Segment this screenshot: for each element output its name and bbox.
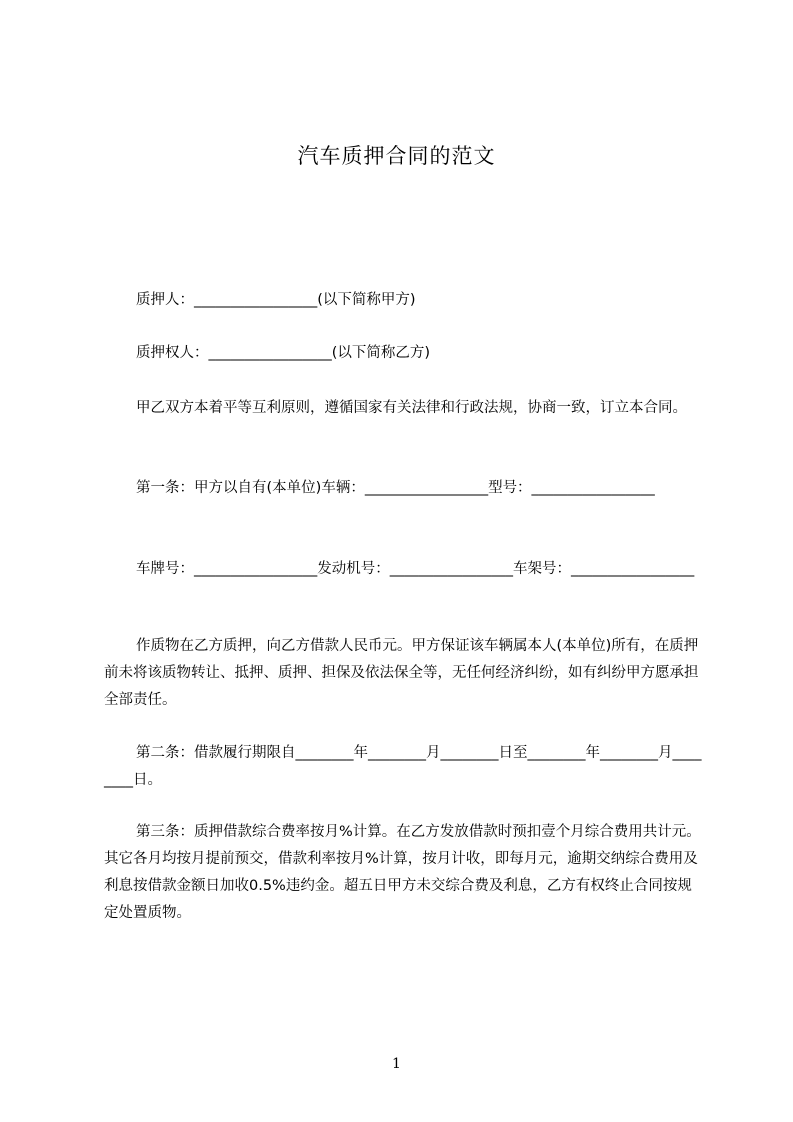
pledgor-line: 质押人：_________________(以下简称甲方) — [136, 292, 416, 308]
article-two-paragraph: 第二条：借款履行期限自________年________月________日至________年________月________日。 — [104, 745, 702, 788]
pledge-statement-paragraph: 作质物在乙方质押，向乙方借款人民币元。甲方保证该车辆属本人(本单位)所有，在质押前未将该质物转让、抵押、质押、担保及依法保全等，无任何经济纠纷，如有纠纷甲方愿承担全部责任。 — [104, 638, 699, 708]
pledgee-line: 质押权人：_________________(以下简称乙方) — [136, 345, 431, 361]
document-title: 汽车质押合同的范文 — [297, 144, 496, 168]
article-one-paragraph: 第一条：甲方以自有(本单位)车辆：_________________型号：_________________ — [136, 480, 655, 496]
preamble-paragraph: 甲乙双方本着平等互利原则，遵循国家有关法律和行政法规，协商一致，订立本合同。 — [136, 400, 687, 416]
vehicle-identifiers-paragraph: 车牌号：_________________发动机号：_________________车架号：_________________ — [136, 561, 695, 577]
article-three-paragraph: 第三条：质押借款综合费率按月%计算。在乙方发放借款时预扣壹个月综合费用共计元。其它各月均按月提前预交，借款利率按月%计算，按月计收，即每月元，逾期交纳综合费用及利息按借款金额日加收0.5%违约金。超五日甲方未交综合费及利息，乙方有权终止合同按规定处置质物。 — [104, 824, 701, 921]
page-number: 1 — [392, 1056, 401, 1072]
